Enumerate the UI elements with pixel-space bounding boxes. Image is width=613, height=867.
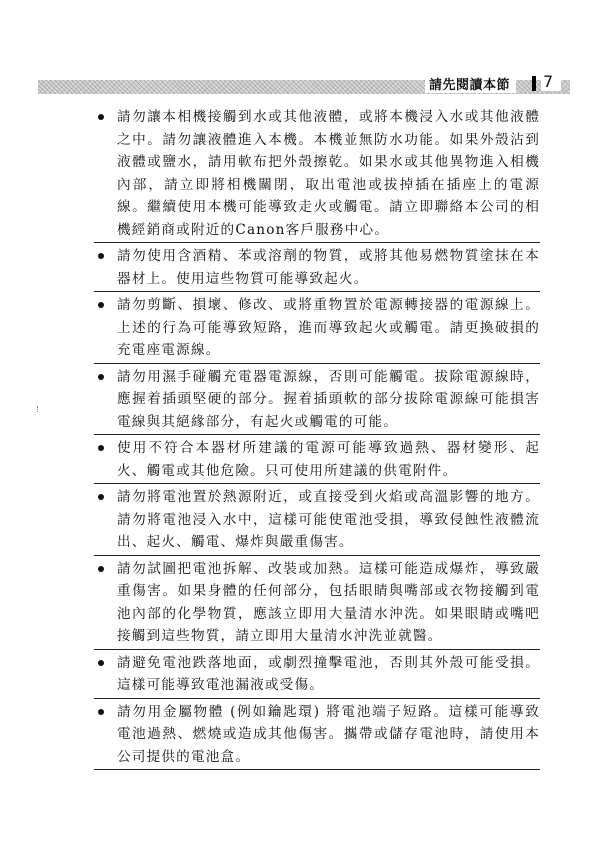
bullet-icon xyxy=(98,253,104,259)
bullet-icon xyxy=(98,566,104,572)
bullet-icon xyxy=(98,494,104,500)
list-item xyxy=(94,104,540,242)
list-item xyxy=(94,483,540,555)
safety-precautions-list xyxy=(94,104,540,770)
page-number: 7 xyxy=(541,72,561,91)
bullet-icon xyxy=(98,114,104,120)
item-text: 請勿用金屬物體 (例如鑰匙環) 將電池端子短路。這樣可能導致電池過熱、燃燒或造成其他傷害。攜帶或儲存電池時，請使用本公司提供的電池盒。 xyxy=(117,703,540,765)
list-item xyxy=(94,555,540,649)
item-text: 請避免電池跌落地面，或劇烈撞擊電池，否則其外殼可能受損。這樣可能導致電池漏液或受傷。 xyxy=(117,654,540,693)
header-separator xyxy=(532,76,536,91)
margin-mark xyxy=(37,406,40,412)
list-item xyxy=(94,242,540,291)
list-item xyxy=(94,649,540,698)
bullet-icon xyxy=(98,445,104,451)
item-text: 使用不符合本器材所建議的電源可能導致過熱、器材變形、起火、觸電或其他危險。只可使用所建議的供電附件。 xyxy=(117,440,540,479)
item-text: 請勿用濕手碰觸充電器電源線，否則可能觸電。拔除電源線時，應握着插頭堅硬的部分。握着插頭軟的部分拔除電源線可能損害電線與其絕緣部分，有起火或觸電的可能。 xyxy=(117,368,540,430)
item-text: 請勿使用含酒精、苯或溶劑的物質，或將其他易燃物質塗抹在本器材上。使用這些物質可能導致起火。 xyxy=(117,248,540,287)
bullet-icon xyxy=(98,660,104,666)
bullet-icon xyxy=(98,302,104,308)
list-item xyxy=(94,363,540,435)
item-text: 請勿讓本相機接觸到水或其他液體，或將本機浸入水或其他液體之中。請勿讓液體進入本機。本機並無防水功能。如果外殼沾到液體或鹽水，請用軟布把外殼擦乾。如果水或其他異物進入相機內部，請立即將相機關閉，取出電池或拔掉插在插座上的電源線。繼續使用本機可能導致走火或觸電。請立即聯絡本公司的相機經銷商或附近的Canon客戶服務中心。 xyxy=(117,109,540,238)
item-text: 請勿將電池置於熱源附近，或直接受到火焰或高溫影響的地方。請勿將電池浸入水中，這樣可能使電池受損，導致侵蝕性液體流出、起火、觸電、爆炸與嚴重傷害。 xyxy=(117,489,540,550)
item-text: 請勿剪斷、損壞、修改、或將重物置於電源轉接器的電源線上。上述的行為可能導致短路，進而導致起火或觸電。請更換破損的充電座電源線。 xyxy=(117,297,540,358)
list-item xyxy=(94,434,540,483)
bottom-rule xyxy=(94,769,540,770)
item-text: 請勿試圖把電池拆解、改裝或加熱。這樣可能造成爆炸，導致嚴重傷害。如果身體的任何部分，包括眼睛與嘴部或衣物接觸到電池內部的化學物質，應該立即用大量清水沖洗。如果眼睛或嘴吧接觸到這些物質，請立即用大量清水沖洗並就醫。 xyxy=(117,560,540,644)
bullet-icon xyxy=(98,709,104,715)
list-item xyxy=(94,291,540,363)
section-title: 請先閱讀本節 xyxy=(425,74,516,93)
list-item xyxy=(94,698,540,770)
bullet-icon xyxy=(98,374,104,380)
